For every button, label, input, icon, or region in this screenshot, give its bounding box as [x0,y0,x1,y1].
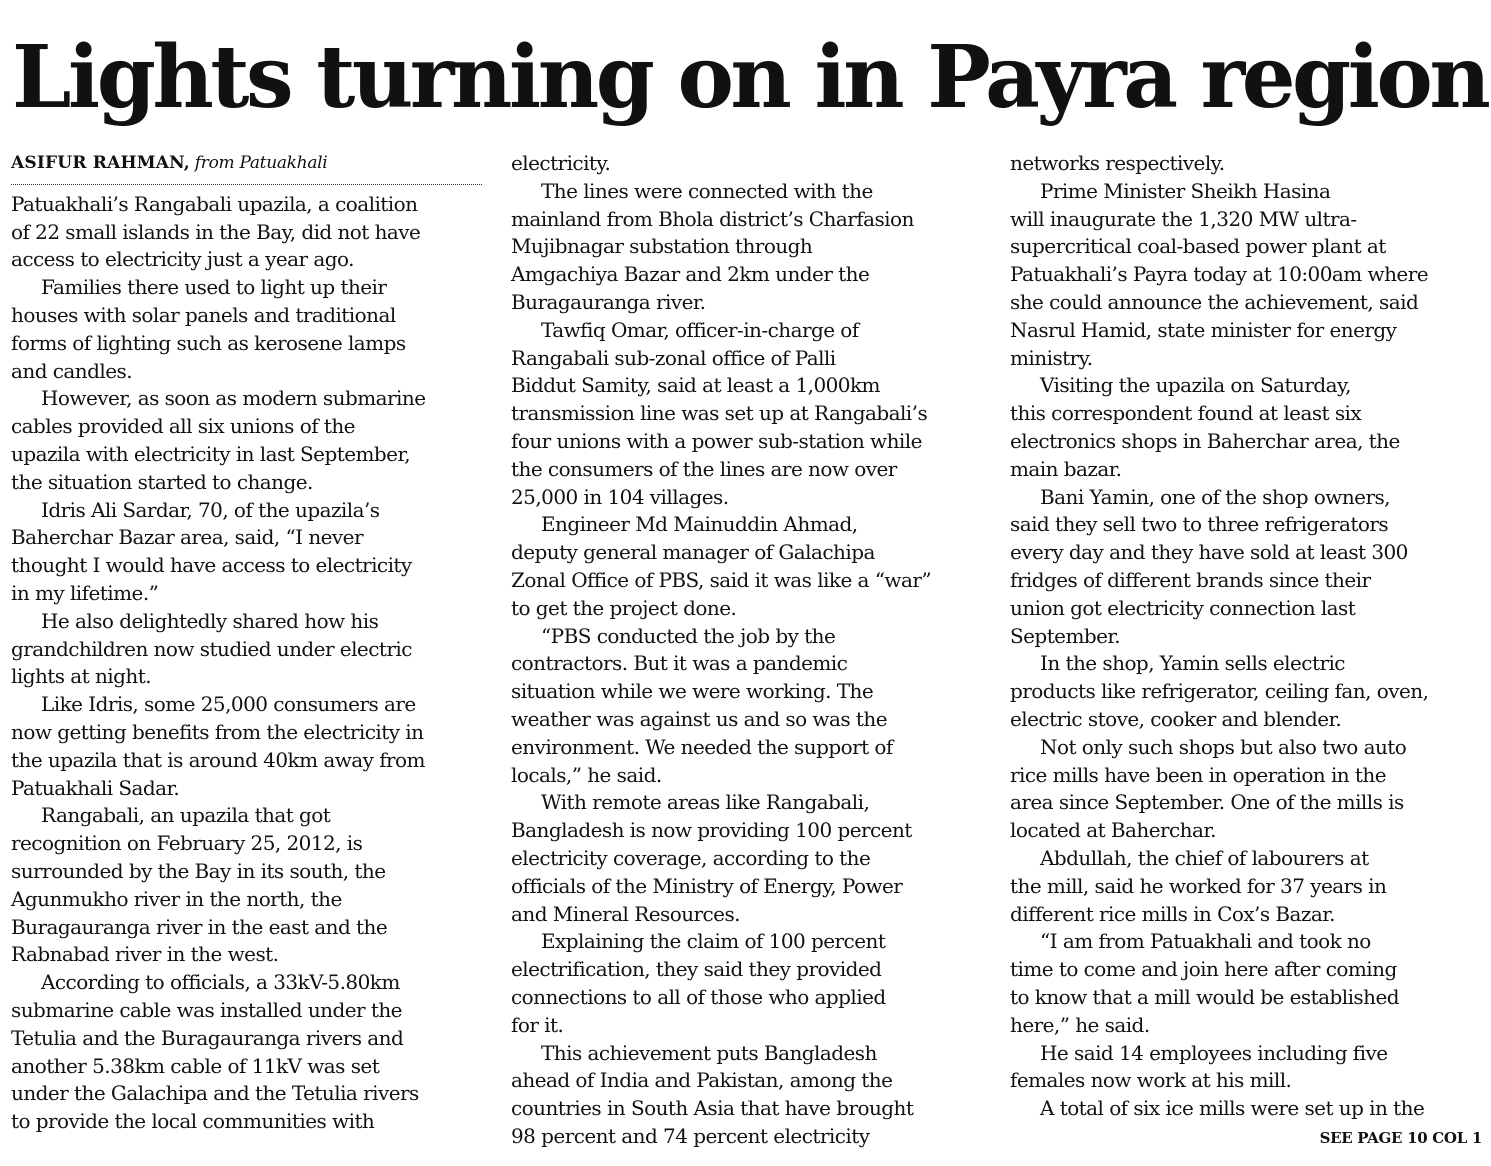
text-line: contractors. But it was a pandemic [511,651,848,676]
text-line: the situation started to change. [11,469,313,494]
text-line: the upazila that is around 40km away from [11,747,425,772]
byline [11,150,486,178]
text-line: Not only such shops but also two auto [1040,734,1407,759]
text-line: recognition on February 25, 2012, is [11,831,363,856]
text-line: every day and they have sold at least 300 [1010,540,1408,565]
text-line: September. [1010,623,1121,648]
text-line: electrification, they said they provided [511,957,882,982]
text-line: Tetulia and the Buragauranga rivers and [11,1025,404,1050]
text-line: environment. We needed the support of [511,734,893,759]
text-line: connections to all of those who applied [511,984,886,1009]
text-line: houses with solar panels and traditional [11,302,396,327]
text-line: in my lifetime.” [11,580,159,605]
text-line: Patuakhali’s Rangabali upazila, a coalition [11,191,418,216]
byline-location: from Patuakhali [194,153,328,173]
text-line: He said 14 employees including five [1040,1040,1388,1065]
text-line: According to officials, a 33kV-5.80km [41,970,400,995]
text-line: main bazar. [1010,456,1122,481]
text-line: another 5.38km cable of 11kV was set [11,1053,380,1078]
text-line: Amgachiya Bazar and 2km under the [511,262,870,287]
text-line: she could announce the achievement, said [1010,289,1419,314]
text-line: 25,000 in 104 villages. [511,484,729,509]
text-line: union got electricity connection last [1010,595,1356,620]
text-line: Rangabali sub-zonal office of Palli [511,345,836,370]
text-line: lights at night. [11,664,152,689]
text-line: transmission line was set up at Rangabali’s [511,401,928,426]
text-line: thought I would have access to electricity [11,553,412,578]
text-line: Like Idris, some 25,000 consumers are [41,692,416,717]
text-line: Biddut Samity, said at least a 1,000km [511,373,880,398]
text-line: different rice mills in Cox’s Bazar. [1010,901,1335,926]
text-line: Nasrul Hamid, state minister for energy [1010,317,1397,342]
text-line: to know that a mill would be established [1010,984,1400,1009]
text-line: officials of the Ministry of Energy, Power [511,873,903,898]
text-line: electricity coverage, according to the [511,845,871,870]
text-line: the consumers of the lines are now over [511,456,897,481]
text-line: cables provided all six unions of the [11,414,355,439]
text-line: Tawfiq Omar, officer-in-charge of [541,317,859,342]
text-line: A total of six ice mills were set up in the [1040,1096,1425,1121]
text-line: will inaugurate the 1,320 MW ultra- [1010,206,1357,231]
text-line: and candles. [11,358,133,383]
text-line: ministry. [1010,345,1093,370]
text-line: ahead of India and Pakistan, among the [511,1068,893,1093]
text-line: submarine cable was installed under the [11,997,402,1022]
text-line: Rangabali, an upazila that got [41,803,331,828]
text-line: this correspondent found at least six [1010,401,1362,426]
text-line: Explaining the claim of 100 percent [541,929,886,954]
article-column-1 [11,150,486,1136]
text-line: of 22 small islands in the Bay, did not have [11,219,421,244]
text-line: However, as soon as modern submarine [41,386,426,411]
text-line: networks respectively. [1010,151,1225,175]
text-line: The lines were connected with the [541,178,873,203]
text-line: area since September. One of the mills is [1010,790,1404,815]
text-line: Rabnabad river in the west. [11,942,279,967]
text-line: supercritical coal-based power plant at [1010,234,1386,259]
text-line: products like refrigerator, ceiling fan, oven, [1010,679,1429,704]
text-line: Families there used to light up their [41,275,387,300]
text-line: time to come and join here after coming [1010,957,1397,982]
text-line: upazila with electricity in last September, [11,441,411,466]
text-line: countries in South Asia that have brought [511,1096,914,1121]
text-line: “PBS conducted the job by the [541,623,836,648]
text-line: Visiting the upazila on Saturday, [1040,373,1351,398]
text-line: Patuakhali’s Payra today at 10:00am where [1010,262,1428,287]
text-line: four unions with a power sub-station while [511,428,922,453]
text-line: fridges of different brands since their [1010,567,1371,592]
text-line: under the Galachipa and the Tetulia rivers [11,1081,419,1106]
text-line: located at Baherchar. [1010,818,1216,843]
text-line: electronics shops in Baherchar area, the [1010,428,1400,453]
continuation-note: SEE PAGE 10 COL 1 [1319,1129,1482,1147]
text-line: the mill, said he worked for 37 years in [1010,873,1387,898]
text-line: access to electricity just a year ago. [11,247,354,272]
headline: Lights turning on in Payra region [12,27,1488,128]
text-line: Abdullah, the chief of labourers at [1040,845,1369,870]
text-line: for it. [511,1012,564,1037]
text-line: electricity. [511,151,611,175]
byline-author: ASIFUR RAHMAN, [11,153,190,173]
text-line: Zonal Office of PBS, said it was like a “war” [511,567,932,592]
text-line: Buragauranga river in the east and the [11,914,388,939]
text-line: to get the project done. [511,595,737,620]
text-line: Buragauranga river. [511,289,706,314]
text-line: Bangladesh is now providing 100 percent [511,818,912,843]
article-column-3 [1010,150,1485,1123]
text-line: 98 percent and 74 percent electricity [511,1123,870,1148]
text-line: surrounded by the Bay in its south, the [11,858,386,883]
text-line: and Mineral Resources. [511,901,740,926]
text-line: deputy general manager of Galachipa [511,540,875,565]
text-line: electric stove, cooker and blender. [1010,706,1342,731]
text-line: females now work at his mill. [1010,1068,1292,1093]
text-line: grandchildren now studied under electric [11,636,412,661]
text-line: He also delightedly shared how his [41,608,379,633]
text-line: weather was against us and so was the [511,706,887,731]
text-line: Idris Ali Sardar, 70, of the upazila’s [41,497,380,522]
text-line: With remote areas like Rangabali, [541,790,870,815]
text-line: mainland from Bhola district’s Charfasion [511,206,914,231]
text-line: here,” he said. [1010,1012,1150,1037]
text-line: Baherchar Bazar area, said, “I never [11,525,363,550]
text-line: Mujibnagar substation through [511,234,813,259]
text-line: now getting benefits from the electricity in [11,719,424,744]
text-line: rice mills have been in operation in the [1010,762,1387,787]
text-line: forms of lighting such as kerosene lamps [11,330,406,355]
text-line: In the shop, Yamin sells electric [1040,651,1345,676]
text-line: situation while we were working. The [511,679,874,704]
article-column-2 [511,150,986,1151]
text-line: Bani Yamin, one of the shop owners, [1040,484,1390,509]
text-line: Patuakhali Sadar. [11,775,180,800]
text-line: locals,” he said. [511,762,662,787]
text-line: Prime Minister Sheikh Hasina [1040,178,1331,203]
text-line: to provide the local communities with [11,1109,375,1134]
text-line: Agunmukho river in the north, the [11,886,342,911]
text-line: “I am from Patuakhali and took no [1040,929,1371,954]
text-line: Engineer Md Mainuddin Ahmad, [541,512,858,537]
text-line: This achievement puts Bangladesh [541,1040,877,1065]
byline-divider [11,184,482,185]
text-line: said they sell two to three refrigerators [1010,512,1389,537]
